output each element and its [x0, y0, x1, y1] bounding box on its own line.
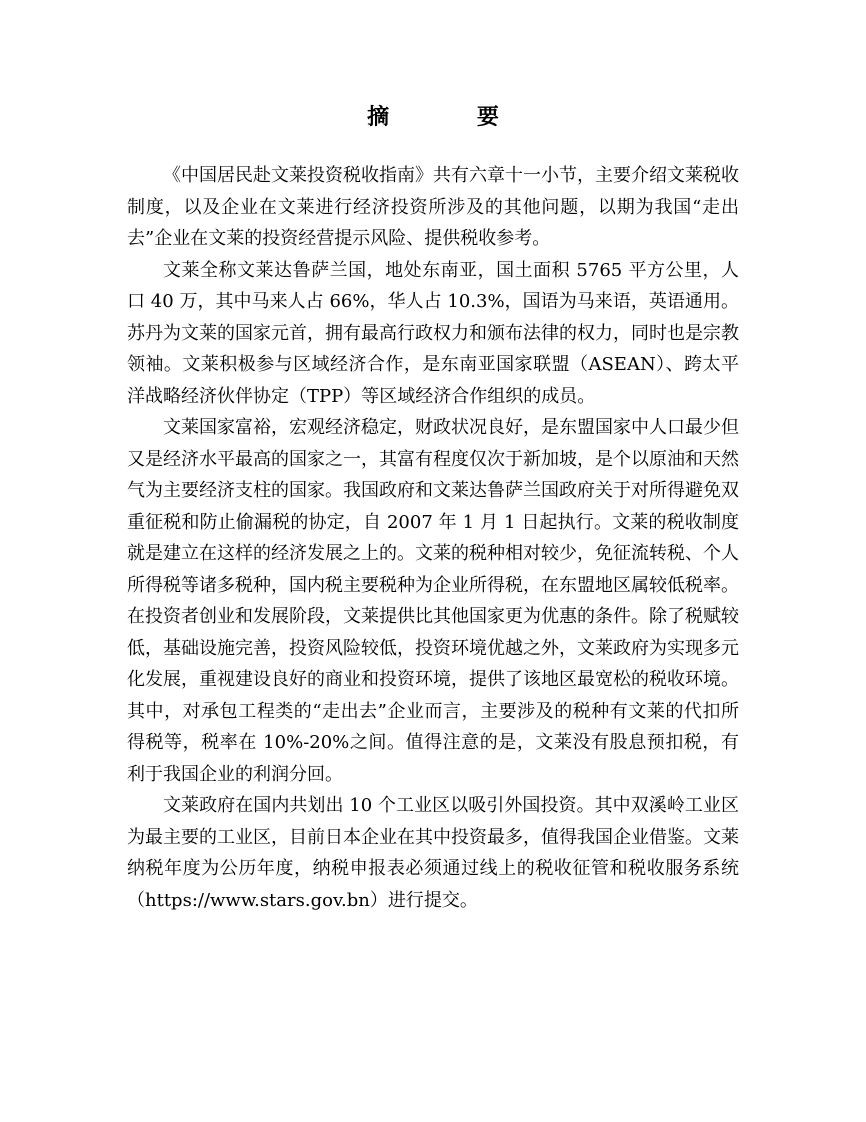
paragraph-4: 文莱政府在国内共划出 10 个工业区以吸引外国投资。其中双溪岭工业区为最主要的工业区，目前日本企业在其中投资最多，值得我国企业借鉴。文莱纳税年度为公历年度，纳税申报表必须通过线上的税收征管和税收服务系统（https://www.stars.gov.bn）进行提交。 [127, 795, 739, 911]
page-title: 摘 要 [367, 105, 539, 130]
paragraph-3: 文莱国家富裕，宏观经济稳定，财政状况良好，是东盟国家中人口最少但又是经济水平最高的国家之一，其富有程度仅次于新加坡，是个以原油和天然气为主要经济支柱的国家。我国政府和文莱达鲁萨兰国政府关于对所得避免双重征税和防止偷漏税的协定，自 2007 年 1 月 1 日起执行。文莱的税收制度就是建立在这样的经济发展之上的。文莱的税种相对较少，免征流转税、个人所得税等诸多税种，国内税主要税种为企业所得税，在东盟地区属较低税率。在投资者创业和发展阶段，文莱提供比其他国家更为优惠的条件。除了税赋较低，基础设施完善，投资风险较低，投资环境优越之外，文莱政府为实现多元化发展，重视建设良好的商业和投资环境，提供了该地区最宽松的税收环境。其中，对承包工程类的“走出去”企业而言，主要涉及的税种有文莱的代扣所得税等，税率在 10%-20%之间。值得注意的是，文莱没有股息预扣税，有利于我国企业的利润分回。 [127, 417, 739, 785]
paragraph-2: 文莱全称文莱达鲁萨兰国，地处东南亚，国土面积 5765 平方公里，人口 40 万，其中马来人占 66%，华人占 10.3%，国语为马来语，英语通用。苏丹为文莱的国家元首，拥有最高行政权力和颁布法律的权力，同时也是宗教领袖。文莱积极参与区域经济合作，是东南亚国家联盟（ASEAN）、跨太平洋战略经济伙伴协定（TPP）等区域经济合作组织的成员。 [127, 259, 739, 407]
paragraph-1: 《中国居民赴文莱投资税收指南》共有六章十一小节，主要介绍文莱税收制度，以及企业在文莱进行经济投资所涉及的其他问题，以期为我国“走出去”企业在文莱的投资经营提示风险、提供税收参考。 [127, 165, 739, 249]
document-body [127, 160, 739, 916]
